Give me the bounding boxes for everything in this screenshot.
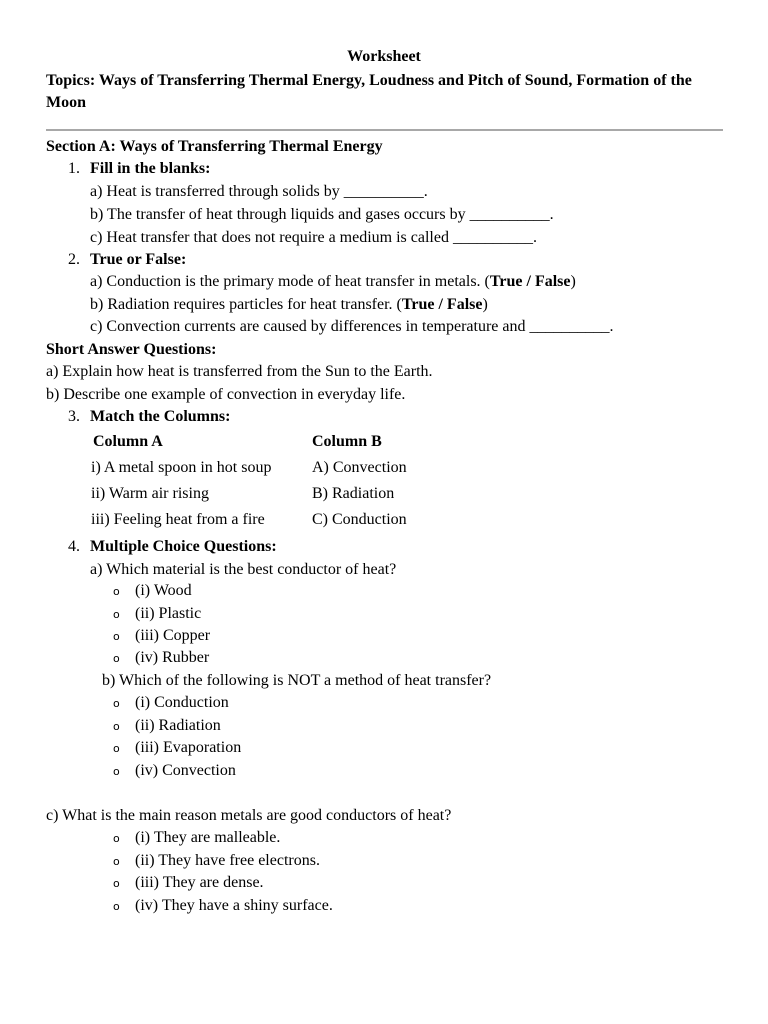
true-option: True	[401, 296, 435, 313]
q1-number: 1.	[68, 160, 80, 177]
false-option: False	[446, 296, 483, 313]
mcq-b-option-1: (i) Conduction	[135, 694, 229, 711]
false-option: False	[534, 273, 571, 290]
q2-number: 2.	[68, 251, 80, 268]
close-paren: )	[570, 273, 576, 290]
q1-item-b: b) The transfer of heat through liquids and gases occurs by __________.	[90, 206, 554, 223]
bullet-icon: o	[113, 720, 120, 733]
bullet-icon: o	[113, 608, 120, 621]
separator: /	[522, 273, 535, 290]
mcq-a-option-2: (ii) Plastic	[135, 605, 202, 622]
section-a-heading: Section A: Ways of Transferring Thermal Energy	[46, 138, 383, 155]
mcq-b-question: b) Which of the following is NOT a method of heat transfer?	[102, 672, 492, 689]
q1-title: Fill in the blanks:	[90, 160, 211, 177]
mcq-a-option-1: (i) Wood	[135, 582, 192, 599]
bullet-icon: o	[113, 630, 120, 643]
mcq-c-question: c) What is the main reason metals are good conductors of heat?	[46, 807, 452, 824]
match-row-1-a: i) A metal spoon in hot soup	[91, 459, 272, 476]
q2-item-b	[90, 295, 488, 315]
mcq-c-option-1: (i) They are malleable.	[135, 829, 281, 846]
bullet-icon: o	[113, 900, 120, 913]
q1-item-c: c) Heat transfer that does not require a medium is called __________.	[90, 229, 537, 246]
column-b-header: Column B	[312, 433, 382, 450]
true-option: True	[489, 273, 523, 290]
bullet-icon: o	[113, 742, 120, 755]
bullet-icon: o	[113, 855, 120, 868]
bullet-icon: o	[113, 765, 120, 778]
short-answer-b: b) Describe one example of convection in everyday life.	[46, 386, 406, 403]
column-a-header: Column A	[93, 433, 163, 450]
mcq-a-question: a) Which material is the best conductor of heat?	[90, 561, 397, 578]
divider-line	[46, 129, 723, 131]
page-title: Worksheet	[347, 48, 421, 65]
q4-number: 4.	[68, 538, 80, 555]
separator: /	[434, 296, 447, 313]
mcq-c-option-2: (ii) They have free electrons.	[135, 852, 320, 869]
mcq-c-option-3: (iii) They are dense.	[135, 874, 264, 891]
bullet-icon: o	[113, 585, 120, 598]
bullet-icon: o	[113, 652, 120, 665]
bullet-icon: o	[113, 832, 120, 845]
q3-title: Match the Columns:	[90, 408, 231, 425]
short-answer-a: a) Explain how heat is transferred from the Sun to the Earth.	[46, 363, 433, 380]
q2-item-a	[90, 272, 576, 292]
q2-title: True or False:	[90, 251, 187, 268]
match-row-2-a: ii) Warm air rising	[91, 485, 209, 502]
close-paren: )	[482, 296, 488, 313]
mcq-c-option-4: (iv) They have a shiny surface.	[135, 897, 333, 914]
q2-item-b-text: b) Radiation requires particles for heat transfer. (	[90, 296, 402, 313]
match-row-3-b: C) Conduction	[312, 511, 407, 528]
mcq-a-option-3: (iii) Copper	[135, 627, 211, 644]
q3-number: 3.	[68, 408, 80, 425]
mcq-b-option-3: (iii) Evaporation	[135, 739, 242, 756]
q4-title: Multiple Choice Questions:	[90, 538, 277, 555]
mcq-b-option-2: (ii) Radiation	[135, 717, 221, 734]
mcq-a-option-4: (iv) Rubber	[135, 649, 210, 666]
match-row-1-b: A) Convection	[312, 459, 407, 476]
match-row-2-b: B) Radiation	[312, 485, 395, 502]
bullet-icon: o	[113, 877, 120, 890]
match-row-3-a: iii) Feeling heat from a fire	[91, 511, 265, 528]
bullet-icon: o	[113, 697, 120, 710]
q2-item-a-text: a) Conduction is the primary mode of heat transfer in metals. (	[90, 273, 490, 290]
short-answer-heading: Short Answer Questions:	[46, 341, 217, 358]
q2-item-c: c) Convection currents are caused by differences in temperature and __________.	[90, 318, 614, 335]
mcq-b-option-4: (iv) Convection	[135, 762, 236, 779]
topics-heading: Topics: Ways of Transferring Thermal Energy, Loudness and Pitch of Sound, Formation of the Moon	[46, 72, 692, 111]
q1-item-a: a) Heat is transferred through solids by __________.	[90, 183, 428, 200]
